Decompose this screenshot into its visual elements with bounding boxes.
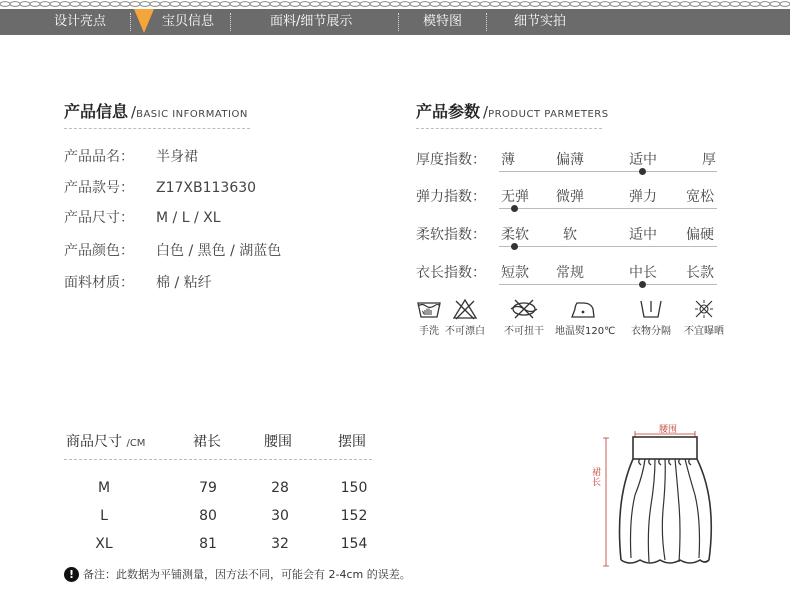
info-value: 棉 / 粘纤	[156, 275, 212, 291]
product-params-title: 产品参数	[416, 102, 481, 121]
param-selected-dot	[639, 168, 646, 175]
chain-link	[210, 2, 220, 7]
chain-link	[580, 2, 590, 7]
chain-link	[400, 2, 410, 7]
param-option: 软	[563, 227, 577, 243]
chain-link	[240, 2, 250, 7]
size-value-cell: 79	[199, 480, 217, 496]
info-value: 白色 / 黑色 / 湖蓝色	[156, 243, 282, 259]
param-scale-line	[499, 171, 717, 172]
size-table-header-hem: 摆围	[338, 434, 366, 450]
chain-link	[360, 2, 370, 7]
measurement-note	[64, 566, 411, 582]
chain-link	[300, 2, 310, 7]
care-item	[555, 298, 616, 337]
nav-divider	[130, 13, 131, 31]
size-label-cell: XL	[95, 536, 113, 552]
param-selected-dot	[511, 243, 518, 250]
chain-link	[150, 2, 160, 7]
size-unit: /CM	[126, 438, 146, 449]
chain-link	[100, 2, 110, 7]
size-value-cell: 32	[271, 536, 289, 552]
chain-link	[110, 2, 120, 7]
size-value-cell: 81	[199, 536, 217, 552]
nav-item-design-highlights[interactable]: 设计亮点	[54, 14, 107, 29]
chain-link	[250, 2, 260, 7]
info-label: 产品品名：	[64, 149, 134, 165]
chain-link	[190, 2, 200, 7]
chain-link	[780, 2, 790, 7]
param-option: 常规	[556, 265, 584, 281]
nav-divider	[486, 13, 487, 31]
nav-item-detail-shots[interactable]: 细节实拍	[514, 14, 567, 29]
no-bleach-icon	[452, 298, 478, 320]
size-label-cell: M	[97, 480, 111, 496]
nav-divider	[230, 13, 231, 31]
chain-link	[290, 2, 300, 7]
chain-link	[620, 2, 630, 7]
size-header-label: 商品尺寸	[66, 434, 122, 450]
info-row-name	[64, 146, 198, 166]
product-info-divider	[64, 128, 250, 129]
param-label: 柔软指数：	[416, 227, 486, 243]
skirt-diagram	[585, 420, 745, 570]
product-info-title: 产品信息	[64, 102, 129, 121]
chain-link	[460, 2, 470, 7]
param-label: 弹力指数：	[416, 189, 486, 205]
nav-item-product-info[interactable]: 宝贝信息	[162, 14, 215, 29]
chain-link	[720, 2, 730, 7]
heading-separator: /	[131, 103, 137, 121]
size-value-cell: 150	[340, 480, 368, 496]
param-option: 薄	[501, 152, 515, 168]
note-text: 备注：此数据为平铺测量，因方法不同，可能会有 2-4cm 的误差。	[83, 568, 411, 581]
care-label: 衣物分隔	[631, 326, 671, 337]
chain-link	[170, 2, 180, 7]
chain-link	[640, 2, 650, 7]
chain-link	[20, 2, 30, 7]
chain-link	[80, 2, 90, 7]
chain-link	[570, 2, 580, 7]
product-params-heading	[416, 99, 609, 122]
param-scale-line	[499, 208, 717, 209]
info-label: 产品尺寸：	[64, 210, 134, 226]
chain-link	[750, 2, 760, 7]
chain-link	[260, 2, 270, 7]
param-scale-line	[499, 284, 717, 285]
chain-link	[390, 2, 400, 7]
param-option: 微弹	[556, 189, 584, 205]
care-label: 地温熨120℃	[555, 326, 616, 337]
size-table-header-size	[66, 431, 145, 451]
no-sun-icon	[691, 298, 717, 320]
chain-link	[40, 2, 50, 7]
info-value: Z17XB113630	[156, 180, 257, 196]
chain-link	[330, 2, 340, 7]
size-table-header-waist: 腰围	[264, 434, 292, 450]
chain-link	[690, 2, 700, 7]
chain-link	[530, 2, 540, 7]
size-value-cell: 80	[199, 508, 217, 524]
chain-link	[500, 2, 510, 7]
param-option: 宽松	[686, 189, 714, 205]
nav-item-fabric-details[interactable]: 面料/细节展示	[270, 14, 353, 29]
info-label: 产品款号：	[64, 180, 134, 196]
nav-divider	[398, 13, 399, 31]
chain-link	[730, 2, 740, 7]
chain-link	[160, 2, 170, 7]
chain-link	[710, 2, 720, 7]
chain-link	[520, 2, 530, 7]
chain-link	[60, 2, 70, 7]
param-option: 弹力	[629, 189, 657, 205]
size-table-divider	[64, 459, 372, 460]
size-value-cell: 30	[271, 508, 289, 524]
chain-link	[50, 2, 60, 7]
chain-link	[670, 2, 680, 7]
param-selected-dot	[639, 281, 646, 288]
care-item	[623, 298, 679, 337]
chain-link	[420, 2, 430, 7]
param-option: 无弹	[501, 189, 529, 205]
care-label: 不宜曝晒	[684, 326, 724, 337]
chain-link	[590, 2, 600, 7]
param-option: 适中	[629, 152, 657, 168]
info-row-style-number	[64, 177, 256, 197]
chain-link	[630, 2, 640, 7]
low-iron-icon	[569, 298, 597, 320]
chain-link	[180, 2, 190, 7]
chain-decoration	[0, 0, 790, 8]
separate-wash-icon	[638, 298, 664, 320]
size-value-cell: 28	[271, 480, 289, 496]
param-option: 长款	[686, 265, 714, 281]
chain-link	[430, 2, 440, 7]
skirt-illustration	[585, 420, 745, 570]
chain-link	[680, 2, 690, 7]
care-label: 手洗	[419, 326, 439, 337]
care-item	[496, 298, 552, 337]
chain-link	[480, 2, 490, 7]
chain-link	[610, 2, 620, 7]
chain-link	[440, 2, 450, 7]
chain-link	[220, 2, 230, 7]
chain-link	[320, 2, 330, 7]
active-nav-marker	[134, 9, 154, 33]
info-row-sizes	[64, 207, 221, 227]
chain-link	[490, 2, 500, 7]
chain-link	[280, 2, 290, 7]
waist-label: 腰围	[659, 425, 678, 435]
chain-link	[660, 2, 670, 7]
chain-link	[740, 2, 750, 7]
chain-link	[140, 2, 150, 7]
chain-link	[70, 2, 80, 7]
chain-link	[380, 2, 390, 7]
param-option: 适中	[629, 227, 657, 243]
product-params-divider	[416, 128, 602, 129]
param-label: 衣长指数：	[416, 265, 486, 281]
chain-link	[470, 2, 480, 7]
size-table-header-length: 裙长	[193, 434, 221, 450]
chain-link	[310, 2, 320, 7]
product-info-heading	[64, 99, 248, 122]
info-label: 面料材质：	[64, 275, 134, 291]
param-selected-dot	[511, 205, 518, 212]
param-scale-line	[499, 246, 717, 247]
size-value-cell: 154	[340, 536, 368, 552]
param-label: 厚度指数：	[416, 152, 486, 168]
info-value: 半身裙	[156, 149, 198, 165]
chain-link	[10, 2, 20, 7]
top-nav	[0, 9, 790, 35]
chain-link	[450, 2, 460, 7]
param-option: 偏硬	[686, 227, 714, 243]
exclamation-icon: !	[64, 567, 79, 582]
length-label: 裙长	[592, 468, 602, 488]
chain-link	[340, 2, 350, 7]
care-label: 不可扭干	[504, 326, 544, 337]
chain-link	[770, 2, 780, 7]
heading-separator: /	[483, 103, 489, 121]
nav-item-model-photos[interactable]: 模特图	[423, 14, 463, 29]
chain-link	[120, 2, 130, 7]
size-label-cell: L	[100, 508, 108, 524]
info-value: M / L / XL	[156, 210, 221, 226]
chain-link	[560, 2, 570, 7]
param-option: 短款	[501, 265, 529, 281]
chain-link	[650, 2, 660, 7]
param-option: 厚	[702, 152, 716, 168]
chain-link	[550, 2, 560, 7]
chain-link	[130, 2, 140, 7]
param-option: 柔软	[501, 227, 529, 243]
chain-link	[760, 2, 770, 7]
product-info-subtitle: BASIC INFORMATION	[136, 109, 248, 120]
chain-link	[510, 2, 520, 7]
chain-link	[90, 2, 100, 7]
chain-link	[0, 2, 10, 7]
chain-link	[230, 2, 240, 7]
care-label: 不可漂白	[445, 326, 485, 337]
chain-link	[600, 2, 610, 7]
info-row-material	[64, 272, 212, 292]
chain-link	[270, 2, 280, 7]
info-label: 产品颜色：	[64, 243, 134, 259]
param-option: 中长	[629, 265, 657, 281]
info-row-colors	[64, 240, 281, 260]
param-option: 偏薄	[556, 152, 584, 168]
chain-link	[30, 2, 40, 7]
chain-link	[350, 2, 360, 7]
chain-link	[540, 2, 550, 7]
product-params-subtitle: PRODUCT PARMETERS	[488, 109, 609, 120]
chain-link	[370, 2, 380, 7]
chain-link	[410, 2, 420, 7]
care-item	[676, 298, 732, 337]
no-wring-icon	[509, 298, 539, 320]
chain-link	[200, 2, 210, 7]
size-value-cell: 152	[340, 508, 368, 524]
chain-link	[700, 2, 710, 7]
care-item	[437, 298, 493, 337]
